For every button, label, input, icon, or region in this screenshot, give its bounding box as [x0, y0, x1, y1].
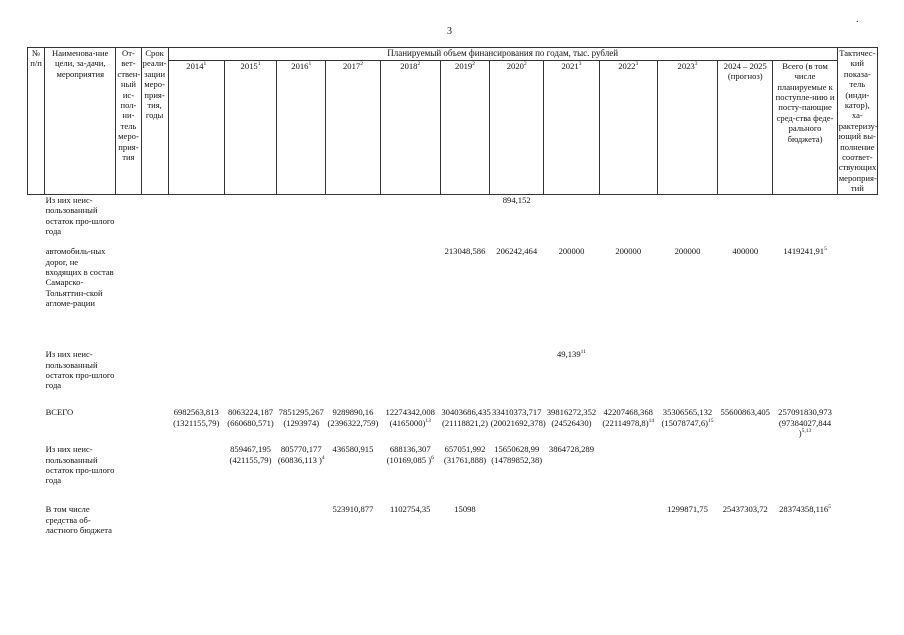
year-header: 2023$^3$ [657, 60, 717, 194]
year-header: 2022$^3$ [599, 60, 657, 194]
col-responsible-header: От-вет-ствен-ный ис-пол-ни-тель меро-прия-тия [116, 48, 141, 195]
year-header: 2014$^1$ [168, 60, 224, 194]
cell-value: 200000 [558, 246, 585, 257]
row-label: автомобиль-ных дорог, не входящих в состав Самарско-Тольяттин-ской агломе-рации [45, 246, 114, 309]
cell-value: 12274342,008 $(4165000)^{13}$ [385, 407, 435, 428]
cell-value: 9289890,16 (2396322,759) [327, 407, 379, 428]
cell-value: 35306565,132 $(15078747,6)^{15}$ [661, 407, 714, 428]
cell-value: 1299871,75 [667, 504, 708, 515]
table-row [28, 504, 878, 554]
col-term-header: Срок реали-зации меро-прия-тия, годы [141, 48, 168, 195]
cell-value: 200000 [615, 246, 642, 257]
cell-value: 30403686,435 (21118821,2) [441, 407, 491, 428]
year-header: 2015$^1$ [224, 60, 276, 194]
cell-value: 25437303,72 [722, 504, 768, 515]
col-name-header: Наименова-ние цели, за-дачи, мероприятия [45, 48, 116, 195]
cell-value: 859467,195 (421155,79) [229, 444, 272, 465]
cell-value: 15098 [454, 504, 476, 515]
cell-value: 688136,307 (10169,085 )$^6$ [386, 444, 434, 465]
cell-value: 657051,992 (31761,888) [443, 444, 487, 465]
table-row [28, 349, 878, 407]
col-indicator-header: Тактичес-кий показа-тель (инди-катор), ха-рактеризу-ющий вы-полнение соответ-ствующих мероприя-тий [838, 48, 878, 194]
cell-value: 257091830,973 (97384027,844 )$^{5,13}$ [778, 407, 832, 438]
table-row [28, 194, 878, 246]
year-header: 2016$^1$ [277, 60, 326, 194]
cell-value: 805770,177 (60836,113 )$^4$ [277, 444, 325, 465]
cell-value: 39816272,352 (24526430) [546, 407, 597, 428]
page-number: 3 [447, 26, 452, 37]
cell-value: 1102754,35 [389, 504, 431, 515]
cell-value: 6982563,813 (1321155,79) [173, 407, 220, 428]
corner-mark: . [856, 14, 859, 25]
cell-value: 213048,586 [444, 246, 486, 257]
cell-value: 3864728,289 [548, 444, 595, 455]
cell-value: 28374358,116$^5$ [779, 504, 831, 515]
cell-value: 55600863,405 [720, 407, 770, 418]
cell-value: 8063224,187 (660680,571) [227, 407, 274, 428]
row-label: ВСЕГО [45, 407, 74, 418]
table-row [28, 407, 878, 444]
cell-value: 15650628,99 (14789852,38) [491, 444, 543, 465]
row-label: Из них неис-пользованный остаток про-шлого года [45, 444, 115, 486]
total-header: Всего (в том числе планируемые к поступле-нию и посту-пающие сред-ства феде-рального бюджета) [773, 60, 837, 194]
year-header: 2019$^2$ [440, 60, 489, 194]
cell-value: 400000 [732, 246, 759, 257]
year-header: 2018$^2$ [380, 60, 440, 194]
cell-value: 206242,464 [496, 246, 538, 257]
table-row [28, 246, 878, 349]
cell-value: 436580,915 [332, 444, 374, 455]
cell-value: 200000 [674, 246, 701, 257]
row-label: Из них неис-пользованный остаток про-шлого года [45, 349, 115, 391]
cell-value: 523910,877 [332, 504, 374, 515]
col-num-header: № п/п [28, 48, 45, 195]
col-plan-header: Планируемый объем финансирования по годам, тыс. рублей [168, 48, 837, 61]
cell-value: 1419241,91$^5$ [783, 246, 827, 257]
year-header: 2017$^2$ [326, 60, 380, 194]
cell-value: 42207468,368 $(22114978,8)^{14}$ [602, 407, 655, 428]
cell-value: 49,139$^{11}$ [557, 349, 586, 360]
financing-table [27, 47, 878, 554]
year-header: 2021$^3$ [544, 60, 599, 194]
cell-value: 894,152 [502, 194, 531, 205]
forecast-header: 2024 – 2025 (прогноз) [718, 60, 773, 194]
row-label: Из них неис-пользованный остаток про-шлого года [45, 194, 115, 236]
cell-value: 33410373,717 (20021692,378) [490, 407, 546, 428]
cell-value: 7851295,267 (1293974) [278, 407, 324, 428]
year-header: 2020$^2$ [490, 60, 544, 194]
row-label: В том числе средства об-ластного бюджета [45, 504, 112, 535]
table-row [28, 444, 878, 504]
